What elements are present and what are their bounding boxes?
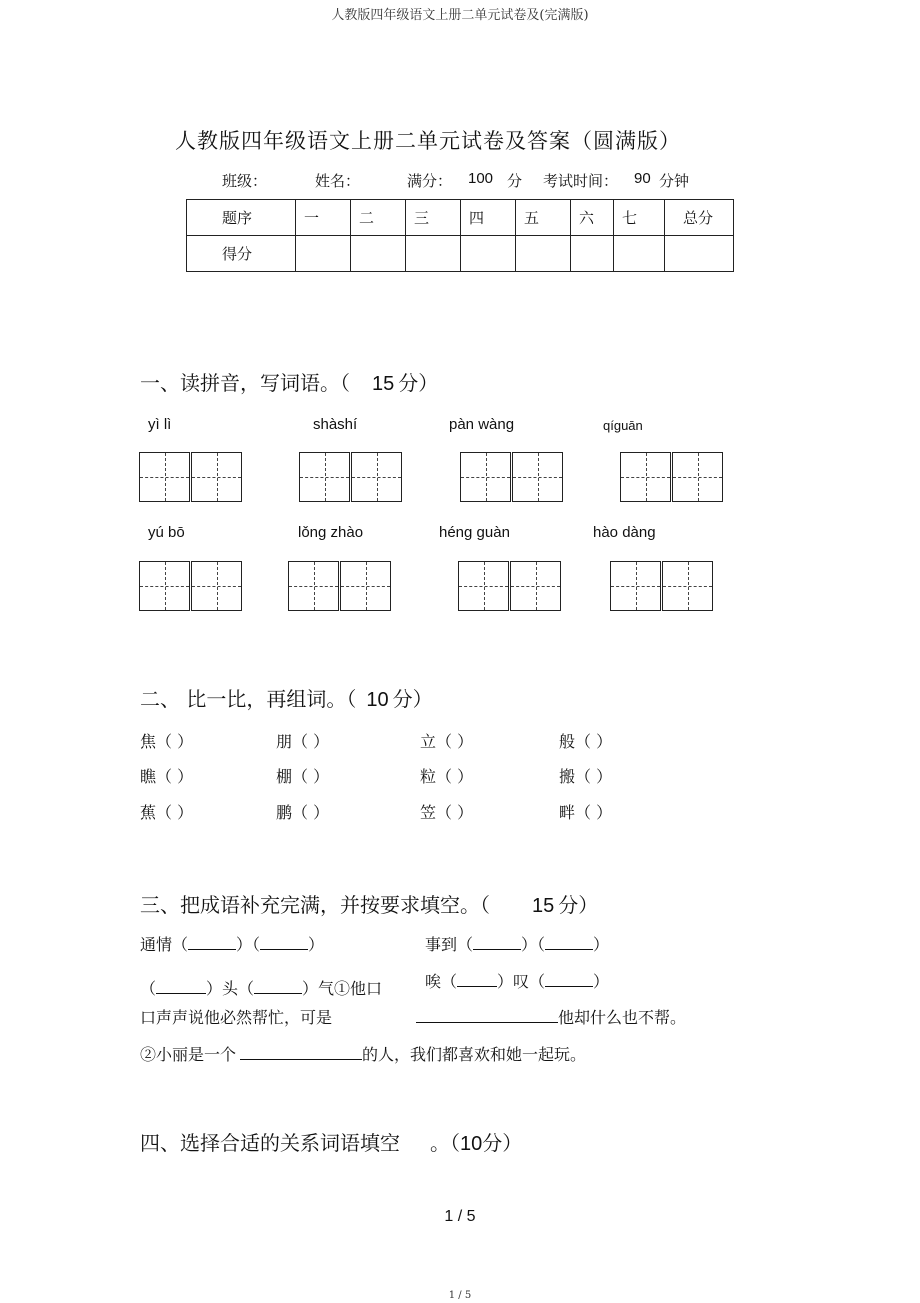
sentence-text: ②小丽是一个: [140, 1045, 237, 1064]
table-cell: 一: [296, 200, 351, 236]
section3-title-text: 三、把成语补充完满，并按要求填空。（: [140, 893, 490, 917]
writing-cell[interactable]: [340, 561, 391, 611]
table-cell: 题序: [187, 200, 296, 236]
idiom-text: 唉（: [425, 972, 458, 991]
writing-cell[interactable]: [351, 452, 402, 502]
compare-item[interactable]: 朋（ ）: [276, 732, 330, 751]
section2-points: 10: [366, 689, 389, 711]
pinyin-label: yì lì: [148, 416, 172, 433]
writing-cell[interactable]: [139, 561, 190, 611]
writing-grid[interactable]: [458, 561, 562, 611]
score-input-cell[interactable]: [406, 236, 461, 272]
idiom-text: ）（: [521, 935, 546, 954]
writing-grid[interactable]: [299, 452, 403, 502]
compare-item[interactable]: 粒（ ）: [420, 767, 474, 786]
writing-cell[interactable]: [458, 561, 509, 611]
idiom-text: ）叹（: [497, 972, 546, 991]
compare-item[interactable]: 棚（ ）: [276, 767, 330, 786]
answer-blank[interactable]: [545, 972, 593, 987]
idiom-fill-2: [425, 932, 609, 955]
idiom-text: ）气①他口: [302, 979, 383, 998]
idiom-fill-1: [140, 932, 324, 955]
table-cell: 五: [516, 200, 571, 236]
score-input-cell[interactable]: [351, 236, 406, 272]
pinyin-label: pàn wàng: [449, 416, 515, 433]
sentence-fill-1-end: [416, 1005, 686, 1028]
answer-blank[interactable]: [254, 979, 302, 994]
table-cell: 六: [571, 200, 614, 236]
full-score-label: 满分：: [407, 172, 453, 190]
compare-item[interactable]: 畔（ ）: [559, 803, 613, 822]
table-cell: 二: [351, 200, 406, 236]
section1-points: 15: [372, 373, 395, 395]
score-table-score-row: [187, 236, 734, 272]
writing-grid[interactable]: [460, 452, 564, 502]
section2-title-text: 二、 比一比，再组词。（: [140, 687, 357, 711]
section1-title-text: 一、读拼音，写词语。（: [140, 371, 350, 395]
section3-title: [140, 889, 598, 918]
writing-cell[interactable]: [620, 452, 671, 502]
idiom-text: ）: [308, 935, 325, 954]
sentence-text: 的人，我们都喜欢和她一起玩。: [362, 1045, 587, 1064]
answer-blank[interactable]: [156, 979, 206, 994]
answer-blank[interactable]: [260, 935, 308, 950]
writing-grid[interactable]: [610, 561, 714, 611]
pinyin-label: hào dàng: [593, 524, 656, 541]
answer-blank[interactable]: [240, 1045, 362, 1060]
compare-item[interactable]: 般（ ）: [559, 732, 613, 751]
writing-cell[interactable]: [191, 452, 242, 502]
compare-item[interactable]: 鹏（ ）: [276, 803, 330, 822]
class-label: 班级：: [222, 172, 268, 190]
section1-title-suffix: 分）: [398, 371, 439, 395]
pinyin-label: lǒng zhào: [298, 524, 364, 541]
table-cell: 总分: [665, 200, 734, 236]
name-label: 姓名：: [315, 172, 361, 190]
section4-points: 10: [460, 1133, 483, 1155]
writing-cell[interactable]: [299, 452, 350, 502]
writing-cell[interactable]: [191, 561, 242, 611]
pinyin-label: qíguān: [603, 418, 643, 433]
writing-grid[interactable]: [139, 452, 243, 502]
writing-cell[interactable]: [610, 561, 661, 611]
table-cell: 七: [614, 200, 665, 236]
writing-grid[interactable]: [620, 452, 724, 502]
sentence-fill-2: [140, 1042, 586, 1065]
score-table-header-row: [187, 200, 734, 236]
answer-blank[interactable]: [473, 935, 521, 950]
idiom-text: ）头（: [206, 979, 255, 998]
idiom-fill-3: [140, 976, 382, 999]
score-input-cell[interactable]: [614, 236, 665, 272]
score-input-cell[interactable]: [296, 236, 351, 272]
idiom-fill-4: [425, 969, 609, 992]
writing-cell[interactable]: [662, 561, 713, 611]
score-input-cell[interactable]: [516, 236, 571, 272]
writing-grid[interactable]: [288, 561, 392, 611]
document-header: 人教版四年级语文上册二单元试卷及(完满版): [331, 8, 589, 23]
answer-blank[interactable]: [457, 972, 497, 987]
compare-item[interactable]: 搬（ ）: [559, 767, 613, 786]
section1-title: [140, 367, 438, 396]
exam-time-value: 90: [634, 170, 651, 187]
sentence-text: 他却什么也不帮。: [558, 1008, 687, 1027]
table-cell: 四: [461, 200, 516, 236]
table-cell: 三: [406, 200, 461, 236]
idiom-text: 通情（: [140, 935, 189, 954]
compare-item[interactable]: 立（ ）: [420, 732, 474, 751]
pinyin-label: yú bō: [148, 524, 185, 541]
writing-cell[interactable]: [288, 561, 339, 611]
score-table: [186, 199, 734, 272]
writing-cell[interactable]: [512, 452, 563, 502]
section3-title-suffix: 分）: [558, 893, 599, 917]
answer-blank[interactable]: [188, 935, 236, 950]
compare-item[interactable]: 蕉（ ）: [140, 803, 194, 822]
compare-item[interactable]: 瞧（ ）: [140, 767, 194, 786]
exam-time-unit: 分钟: [659, 172, 690, 190]
writing-cell[interactable]: [460, 452, 511, 502]
idiom-text: ）: [593, 935, 610, 954]
section4-title: [140, 1127, 522, 1156]
compare-item[interactable]: 焦（ ）: [140, 732, 194, 751]
exam-time-label: 考试时间：: [543, 172, 619, 190]
section4-title-text: 四、选择合适的关系词语填空: [140, 1131, 400, 1155]
full-score-value: 100: [468, 170, 494, 187]
section3-points: 15: [532, 895, 555, 917]
writing-grid[interactable]: [139, 561, 243, 611]
idiom-text: （: [140, 979, 157, 998]
writing-cell[interactable]: [510, 561, 561, 611]
idiom-text: ）: [593, 972, 610, 991]
full-score-unit: 分: [507, 172, 523, 190]
score-input-cell[interactable]: [461, 236, 516, 272]
page-number-footer: 1 / 5: [448, 1290, 472, 1301]
score-input-cell[interactable]: [665, 236, 734, 272]
section4-title-mid: 。（: [430, 1131, 460, 1155]
exam-title: 人教版四年级语文上册二单元试卷及答案（圆满版）: [175, 129, 681, 153]
answer-blank[interactable]: [416, 1008, 558, 1023]
section2-title: [140, 683, 433, 712]
idiom-text: ）（: [236, 935, 261, 954]
sentence-fill-1-start: 口声声说他必然帮忙，可是: [140, 1008, 333, 1027]
score-input-cell[interactable]: [571, 236, 614, 272]
idiom-text: 事到（: [425, 935, 474, 954]
pinyin-label: héng guàn: [439, 524, 510, 541]
section4-title-suffix: 分）: [482, 1131, 523, 1155]
answer-blank[interactable]: [545, 935, 593, 950]
compare-item[interactable]: 笠（ ）: [420, 803, 474, 822]
writing-cell[interactable]: [672, 452, 723, 502]
page-number: 1 / 5: [444, 1208, 476, 1225]
table-cell: 得分: [187, 236, 296, 272]
section2-title-suffix: 分）: [392, 687, 433, 711]
writing-cell[interactable]: [139, 452, 190, 502]
pinyin-label: shàshí: [313, 416, 358, 433]
